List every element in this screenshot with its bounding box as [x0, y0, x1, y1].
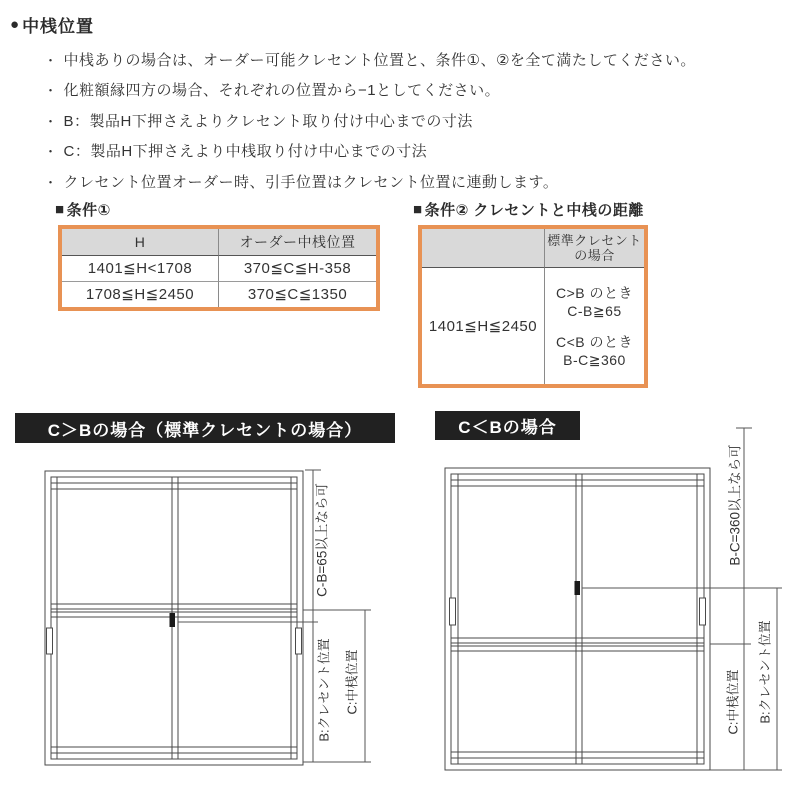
bullet-dot-icon: ・ [44, 83, 58, 99]
diagram-c-greater-b [45, 470, 371, 765]
pull-handle [47, 628, 53, 654]
pull-handle [296, 628, 302, 654]
bullet-dot-icon: ・ [44, 174, 58, 190]
condition2-title-text: 条件② クレセントと中桟の距離 [424, 202, 644, 219]
note-text: 中桟ありの場合は、オーダー可能クレセント位置と、条件①、②を全て満たしてください。 [63, 51, 696, 69]
crescent-lock [575, 581, 581, 595]
note-item [44, 44, 784, 75]
pull-handle [450, 598, 456, 625]
case2-condition: C<B のとき [555, 333, 633, 350]
table-cell: 1708≦H≦2450 [62, 282, 219, 308]
section-header-c-less-b: C＜Bの場合 [435, 411, 580, 440]
condition1-title-text: 条件① [66, 202, 111, 219]
case1-condition: C>B のとき [555, 284, 633, 301]
header-line1: 標準クレセント [547, 233, 642, 248]
condition1-col-header-h: H [62, 229, 219, 256]
condition2-header-empty [422, 229, 545, 268]
note-text: B：製品H下押さえよりクレセント取り付け中心までの寸法 [63, 112, 473, 130]
section-header-c-greater-b: C＞Bの場合（標準クレセントの場合） [15, 413, 395, 443]
note-item [44, 75, 784, 106]
condition2-title [413, 199, 644, 220]
label-b-crescent-position: B:クレセント位置 [316, 638, 332, 742]
table-cell: 370≦C≦1350 [247, 286, 348, 304]
bullet-dot-icon: ・ [44, 113, 58, 129]
condition2-range-cell: 1401≦H≦2450 [422, 268, 545, 384]
case1-rule: C-B≧65 [567, 302, 622, 319]
bullet-circle-icon: ● [10, 16, 21, 33]
page-title-text: 中桟位置 [22, 17, 95, 36]
note-text: C：製品H下押さえより中桟取り付け中心までの寸法 [63, 143, 428, 161]
case2-rule: B-C≧360 [563, 351, 626, 368]
pull-handle [700, 598, 706, 625]
note-item [44, 136, 784, 167]
diagram-c-less-b [445, 428, 782, 770]
crescent-lock [170, 613, 176, 627]
dim-note-b-minus-c: B-C=360以上なら可 [727, 444, 743, 566]
note-item [44, 105, 784, 136]
note-text: クレセント位置オーダー時、引手位置はクレセント位置に連動します。 [63, 173, 559, 191]
label-b-crescent-position: B:クレセント位置 [757, 620, 773, 724]
page-title [10, 12, 94, 37]
notes-list [44, 44, 784, 197]
condition2-cases-cell [545, 268, 644, 384]
header-line2: の場合 [574, 248, 615, 263]
table-cell: 370≦C≦H-358 [219, 256, 376, 282]
table-cell: 1401≦H<1708 [62, 256, 219, 282]
condition1-table [58, 225, 380, 311]
condition2-header-standard-crescent [545, 229, 644, 268]
bullet-dot-icon: ・ [44, 52, 58, 68]
bullet-dot-icon: ・ [44, 144, 58, 160]
window-diagrams [0, 400, 800, 800]
condition2-table [418, 225, 648, 388]
label-c-rail-position: C:中桟位置 [344, 649, 360, 715]
note-item [44, 166, 784, 197]
window-outer-frame [445, 468, 710, 770]
condition1-col-header-order-rail: オーダー中桟位置 [219, 229, 376, 256]
window-inner-frame [451, 474, 704, 764]
note-text: 化粧額縁四方の場合、それぞれの位置から−1としてください。 [63, 82, 501, 100]
square-bullet-icon: ■ [55, 201, 65, 218]
dim-note-c-minus-b: C-B=65以上なら可 [314, 483, 330, 597]
label-c-rail-position: C:中桟位置 [725, 669, 741, 735]
condition1-title [55, 199, 111, 220]
square-bullet-icon: ■ [413, 201, 423, 218]
